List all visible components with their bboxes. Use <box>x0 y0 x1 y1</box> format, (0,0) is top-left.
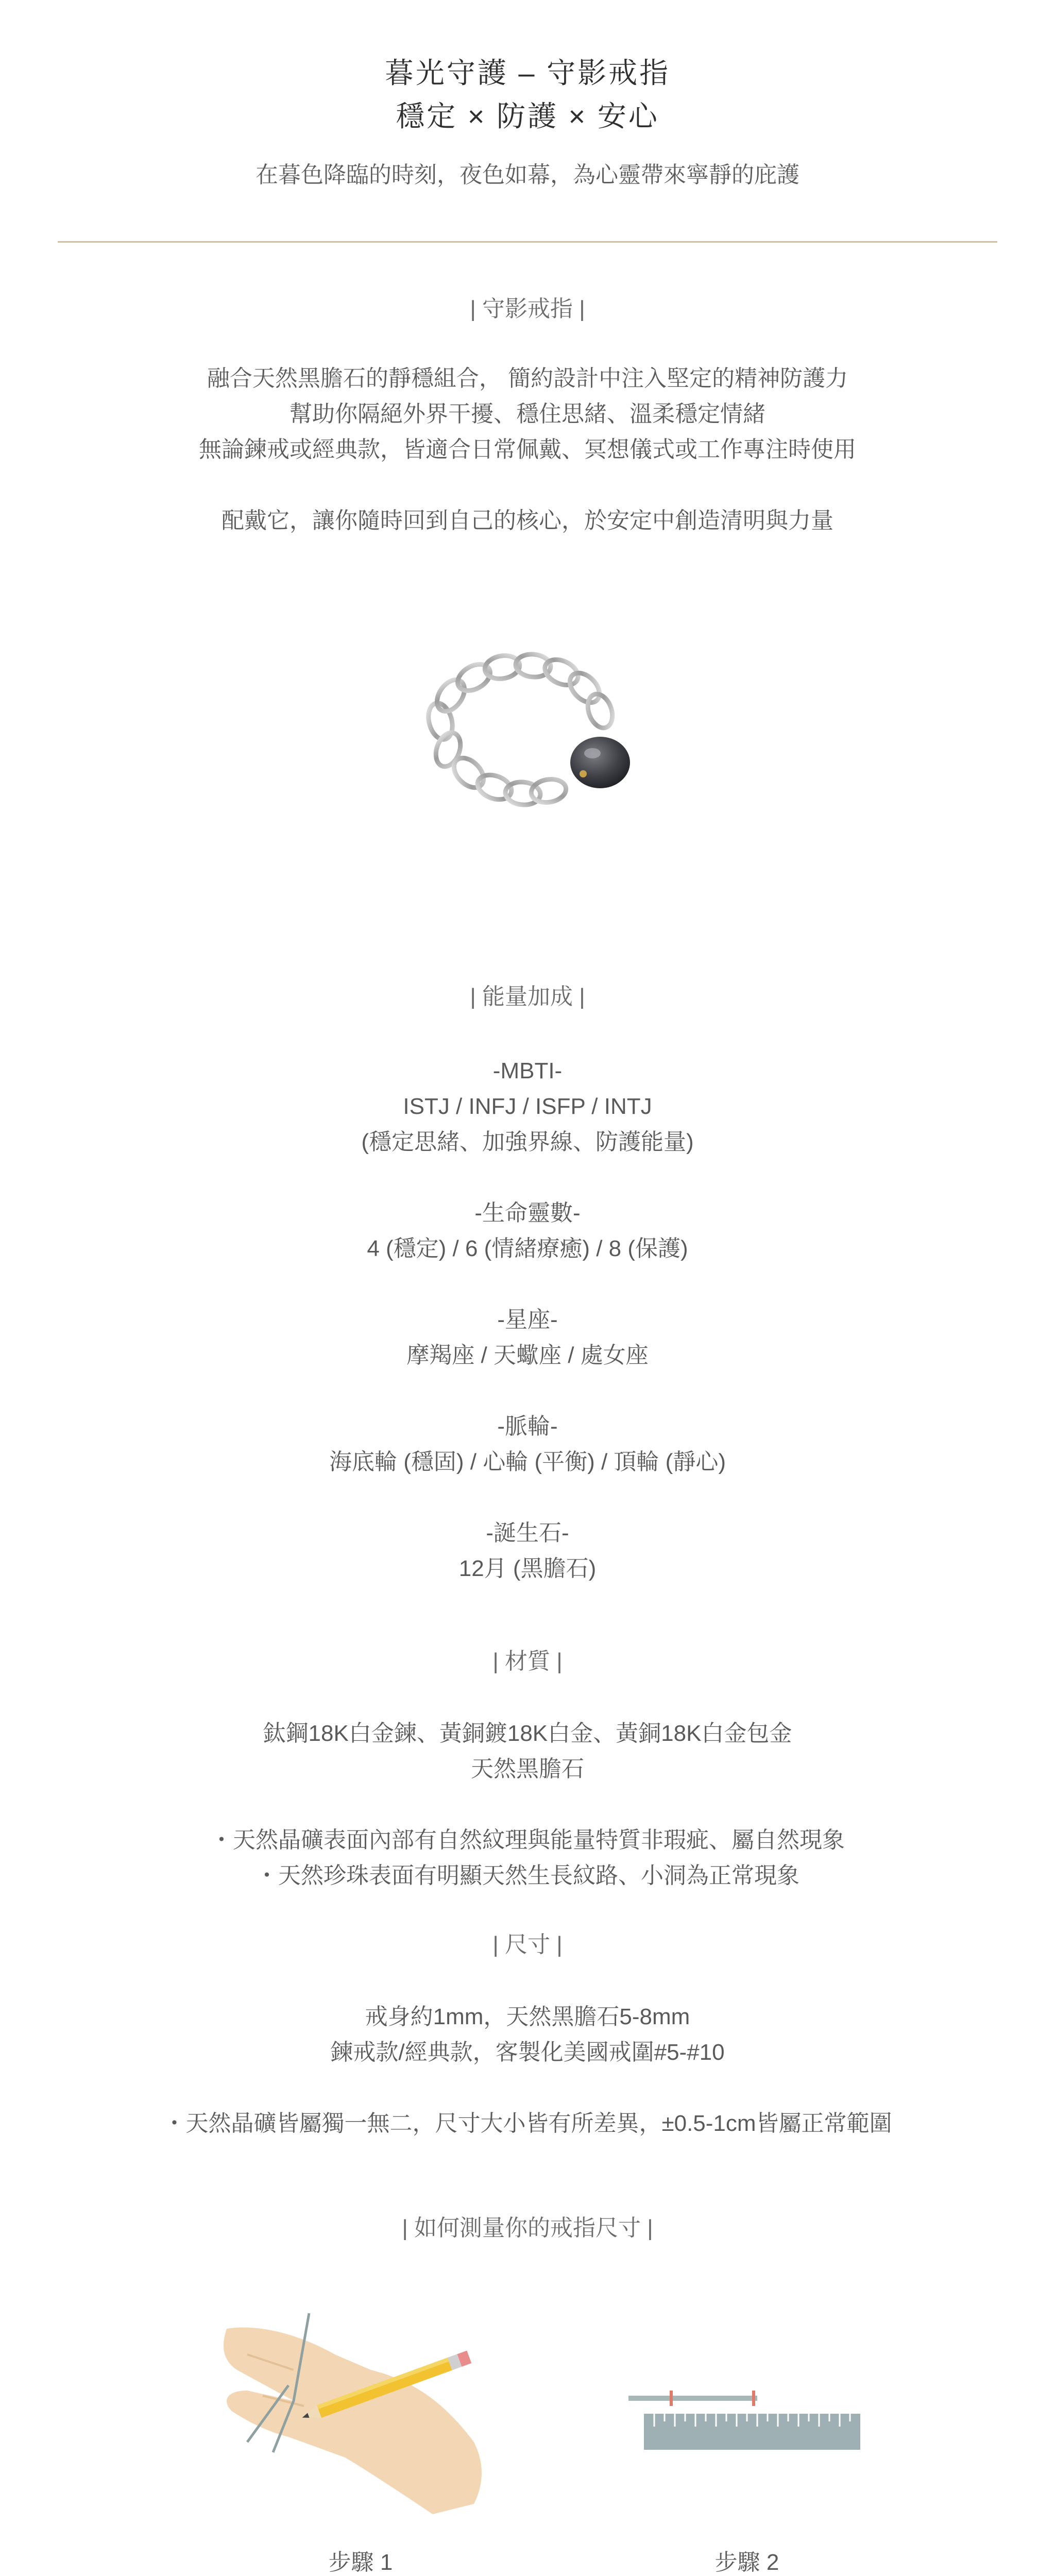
intro-line: 配戴它，讓你隨時回到自己的核心，於安定中創造清明與力量 <box>222 508 833 533</box>
energy-line: (穩定思緒、加強界線、防護能量) <box>361 1129 694 1155</box>
step-1 <box>155 2545 567 2576</box>
hand-measure-illustration <box>216 2308 505 2524</box>
material-line: 鈦鋼18K白金鍊、黃銅鍍18K白金、黃銅18K白金包金 <box>263 1721 792 1746</box>
size-spacer <box>0 2070 1055 2106</box>
step-1-title: 步驟 1 <box>328 2550 393 2575</box>
size-line: 鍊戒款/經典款，客製化美國戒圍#5-#10 <box>330 2040 725 2065</box>
energy-line: 摩羯座 / 天蠍座 / 處女座 <box>406 1343 649 1368</box>
title-line-1: 暮光守護 – 守影戒指 <box>384 57 671 89</box>
size-heading-text: | 尺寸 | <box>492 1932 563 1957</box>
step-2 <box>567 2545 927 2576</box>
energy-line: 海底輪 (穩固) / 心輪 (平衡) / 頂輪 (靜心) <box>329 1449 726 1475</box>
energy-heading <box>0 979 1055 1014</box>
product-image <box>402 639 649 824</box>
energy-line: 12月 (黑膽石) <box>458 1556 597 1581</box>
energy-line: -脈輪- <box>497 1414 558 1439</box>
intro-line: 無論鍊戒或經典款，皆適合日常佩戴、冥想儀式或工作專注時使用 <box>199 437 856 462</box>
energy-spacer <box>0 1480 1055 1515</box>
energy-text <box>0 1053 1055 1586</box>
energy-heading-text: | 能量加成 | <box>470 984 585 1009</box>
size-text <box>0 1999 1055 2141</box>
page-subtitle: 在暮色降臨的時刻，夜色如幕，為心靈帶來寧靜的庇護 <box>256 162 799 188</box>
energy-line: -生命靈數- <box>474 1200 581 1226</box>
energy-line: -誕生石- <box>486 1520 569 1546</box>
energy-line: 4 (穩定) / 6 (情緒療癒) / 8 (保護) <box>367 1236 688 1261</box>
page-title <box>0 52 1055 138</box>
size-line: ・天然晶礦皆屬獨一無二，尺寸大小皆有所差異，±0.5-1cm皆屬正常範圍 <box>163 2111 892 2136</box>
energy-line: -MBTI- <box>492 1058 563 1083</box>
header-divider <box>58 241 997 243</box>
material-text <box>0 1716 1055 1893</box>
intro-spacer <box>0 467 1055 503</box>
measure-heading-text: | 如何測量你的戒指尺寸 | <box>402 2215 653 2241</box>
material-heading <box>0 1643 1055 1679</box>
energy-line: -星座- <box>497 1307 558 1332</box>
intro-text <box>0 361 1055 538</box>
black-stone <box>570 737 630 788</box>
energy-spacer <box>0 1266 1055 1302</box>
energy-spacer <box>0 1373 1055 1409</box>
title-line-2: 穩定 × 防護 × 安心 <box>396 100 659 132</box>
intro-heading <box>0 291 1055 327</box>
step-2-title: 步驟 2 <box>714 2550 779 2575</box>
material-heading-text: | 材質 | <box>492 1649 563 1674</box>
material-line: 天然黑膽石 <box>471 1756 584 1782</box>
material-line: ・天然晶礦表面內部有自然紋理與能量特質非瑕疵、屬自然現象 <box>210 1827 845 1853</box>
chain-ring-illustration <box>402 639 649 824</box>
energy-line: ISTJ / INFJ / ISFP / INTJ <box>403 1094 652 1119</box>
intro-heading-text: | 守影戒指 | <box>470 296 585 321</box>
material-line: ・天然珍珠表面有明顯天然生長紋路、小洞為正常現象 <box>256 1863 799 1888</box>
material-spacer <box>0 1787 1055 1822</box>
measure-heading <box>0 2210 1055 2246</box>
ruler-illustration <box>623 2391 871 2473</box>
energy-spacer <box>0 1160 1055 1195</box>
intro-line: 融合天然黑膽石的靜穩組合， 簡約設計中注入堅定的精神防護力 <box>207 366 848 391</box>
size-heading <box>0 1927 1055 1962</box>
size-line: 戒身約1mm，天然黑膽石5-8mm <box>365 2004 690 2029</box>
intro-line: 幫助你隔絕外界干擾、穩住思緒、溫柔穩定情緒 <box>290 401 765 427</box>
